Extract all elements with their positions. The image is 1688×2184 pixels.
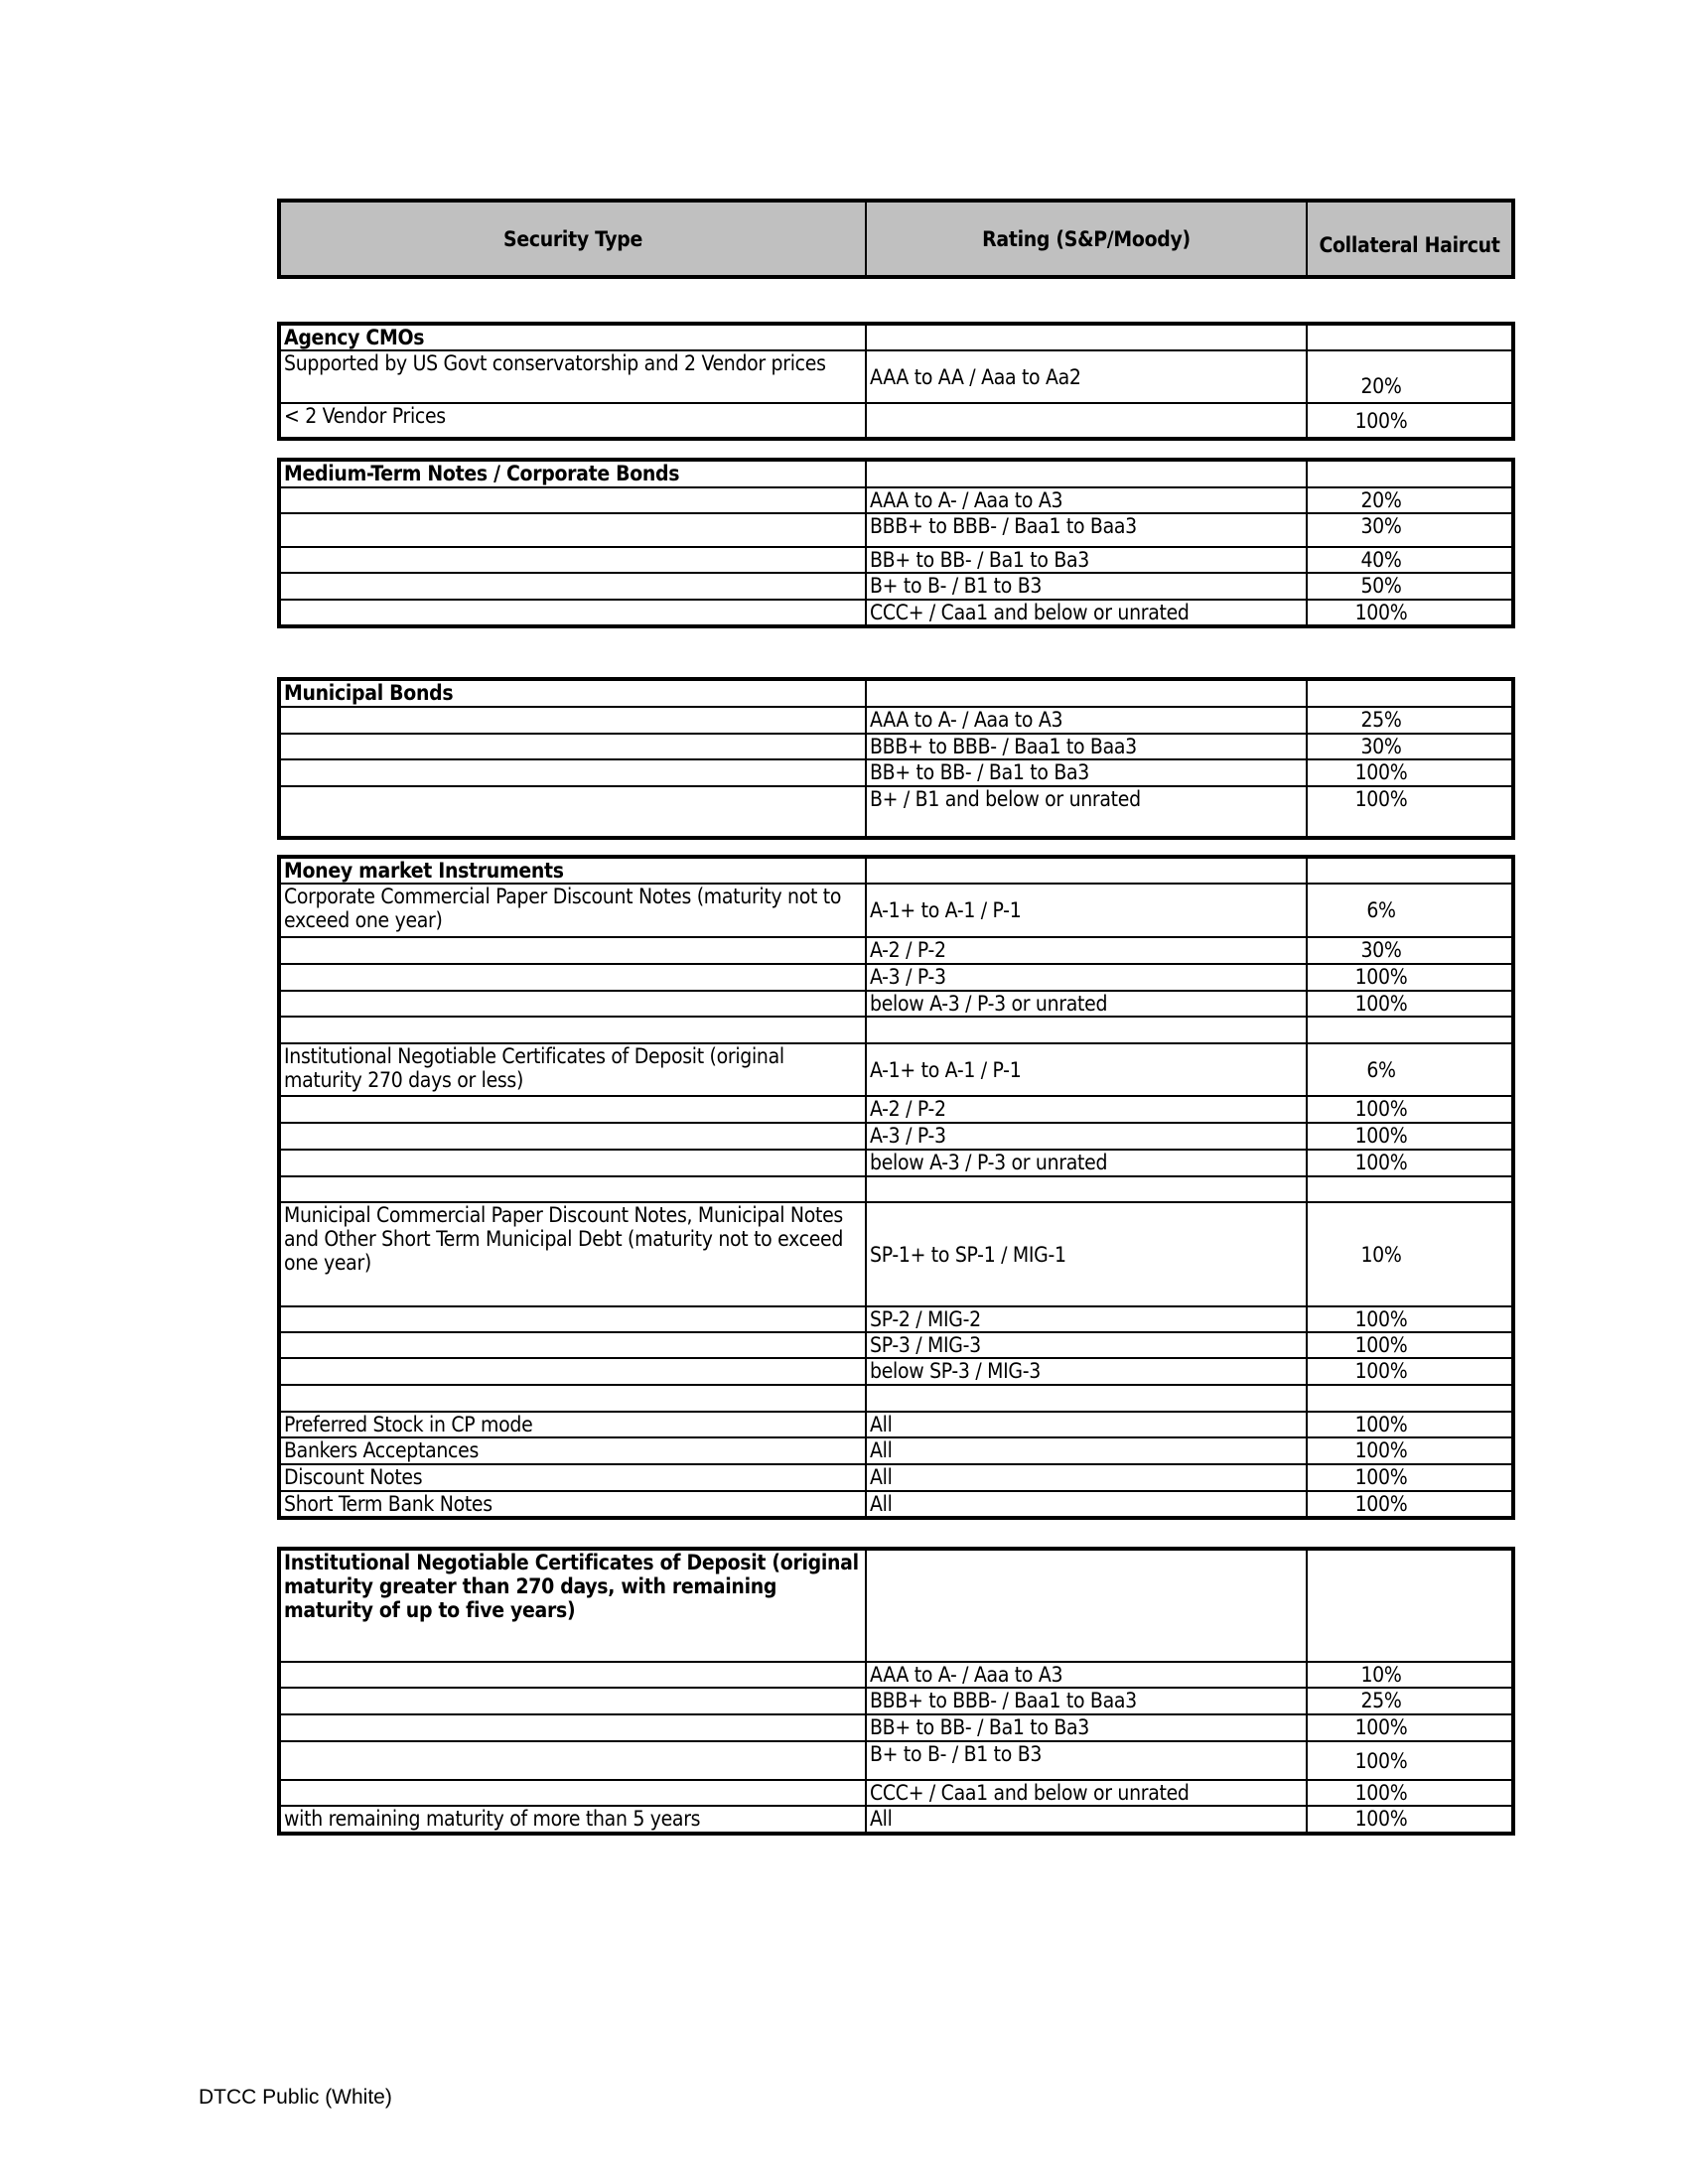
haircut: 100% [1307, 1806, 1513, 1834]
table-row [279, 1123, 1513, 1150]
header-security-type: Security Type [279, 201, 866, 277]
security-type: Institutional Negotiable Certificates of Deposit (original maturity 270 days or less) [279, 1043, 866, 1096]
rating: All [866, 1491, 1307, 1518]
haircut: 100% [1307, 1096, 1513, 1123]
section-title: Municipal Bonds [279, 679, 866, 707]
section-title: Money market Instruments [279, 857, 866, 884]
rating: All [866, 1806, 1307, 1834]
security-type: Short Term Bank Notes [279, 1491, 866, 1518]
rating: B+ to B- / B1 to B3 [866, 573, 1307, 600]
rating: BB+ to BB- / Ba1 to Ba3 [866, 547, 1307, 573]
haircut: 100% [1307, 991, 1513, 1017]
municipal-bonds-table [277, 677, 1515, 840]
haircut: 100% [1307, 1412, 1513, 1437]
haircut: 50% [1307, 573, 1513, 600]
table-row [279, 1780, 1513, 1806]
haircut: 10% [1307, 1202, 1513, 1306]
rating: A-3 / P-3 [866, 1123, 1307, 1150]
rating: CCC+ / Caa1 and below or unrated [866, 1780, 1307, 1806]
rating: BB+ to BB- / Ba1 to Ba3 [866, 759, 1307, 786]
classification-footer: DTCC Public (White) [199, 2086, 392, 2109]
haircut: 25% [1307, 707, 1513, 734]
rating: below A-3 / P-3 or unrated [866, 1150, 1307, 1176]
table-row [279, 1150, 1513, 1176]
section-title: Medium-Term Notes / Corporate Bonds [279, 460, 866, 487]
rating: BBB+ to BBB- / Baa1 to Baa3 [866, 1688, 1307, 1714]
rating: A-2 / P-2 [866, 937, 1307, 964]
table-row [279, 937, 1513, 964]
rating: All [866, 1437, 1307, 1464]
rating: BBB+ to BBB- / Baa1 to Baa3 [866, 513, 1307, 547]
security-type: with remaining maturity of more than 5 years [279, 1806, 866, 1834]
security-type: Preferred Stock in CP mode [279, 1412, 866, 1437]
table-row [279, 573, 1513, 600]
table-row [279, 1358, 1513, 1385]
haircut: 100% [1307, 1332, 1513, 1358]
table-row [279, 1437, 1513, 1464]
table-row [279, 1096, 1513, 1123]
header-collateral-haircut: Collateral Haircut [1307, 201, 1513, 277]
haircut: 30% [1307, 513, 1513, 547]
haircut: 100% [1307, 1358, 1513, 1385]
table-row [279, 1688, 1513, 1714]
table-row [279, 403, 1513, 439]
security-type: Bankers Acceptances [279, 1437, 866, 1464]
haircut: 100% [1307, 1437, 1513, 1464]
table-row [279, 1332, 1513, 1358]
table-row [279, 734, 1513, 759]
agency-cmos-table [277, 322, 1515, 441]
table-row [279, 1741, 1513, 1780]
rating: AAA to AA / Aaa to Aa2 [866, 350, 1307, 403]
rating [866, 403, 1307, 439]
haircut: 100% [1307, 403, 1513, 439]
table-row [279, 547, 1513, 573]
haircut: 20% [1307, 487, 1513, 513]
haircut: 10% [1307, 1662, 1513, 1688]
table-row [279, 1043, 1513, 1096]
table-row [279, 1806, 1513, 1834]
haircut: 100% [1307, 786, 1513, 838]
rating: A-3 / P-3 [866, 964, 1307, 991]
haircut: 25% [1307, 1688, 1513, 1714]
haircut: 100% [1307, 1741, 1513, 1780]
table-row [279, 1464, 1513, 1491]
rating: SP-3 / MIG-3 [866, 1332, 1307, 1358]
haircut: 40% [1307, 547, 1513, 573]
haircut: 30% [1307, 937, 1513, 964]
haircut: 30% [1307, 734, 1513, 759]
rating: SP-2 / MIG-2 [866, 1306, 1307, 1332]
table-row [279, 350, 1513, 403]
rating: A-1+ to A-1 / P-1 [866, 884, 1307, 937]
rating: AAA to A- / Aaa to A3 [866, 1662, 1307, 1688]
table-row [279, 1202, 1513, 1306]
money-market-table [277, 855, 1515, 1520]
haircut: 100% [1307, 964, 1513, 991]
table-row [279, 1412, 1513, 1437]
haircut: 100% [1307, 600, 1513, 626]
haircut: 100% [1307, 1714, 1513, 1741]
header-rating: Rating (S&P/Moody) [866, 201, 1307, 277]
rating: All [866, 1464, 1307, 1491]
rating: AAA to A- / Aaa to A3 [866, 707, 1307, 734]
rating: AAA to A- / Aaa to A3 [866, 487, 1307, 513]
table-row [279, 759, 1513, 786]
security-type: Municipal Commercial Paper Discount Notes, Municipal Notes and Other Short Term Municipal Debt (maturity not to exceed one year) [279, 1202, 866, 1306]
rating: below A-3 / P-3 or unrated [866, 991, 1307, 1017]
rating: BB+ to BB- / Ba1 to Ba3 [866, 1714, 1307, 1741]
section-title: Agency CMOs [279, 324, 866, 350]
security-type: Discount Notes [279, 1464, 866, 1491]
mtn-table [277, 458, 1515, 628]
table-row [279, 1491, 1513, 1518]
haircut: 100% [1307, 1123, 1513, 1150]
security-type: < 2 Vendor Prices [279, 403, 866, 439]
haircut: 6% [1307, 1043, 1513, 1096]
rating: A-1+ to A-1 / P-1 [866, 1043, 1307, 1096]
table-row [279, 884, 1513, 937]
rating: B+ / B1 and below or unrated [866, 786, 1307, 838]
haircut: 100% [1307, 1780, 1513, 1806]
table-row [279, 513, 1513, 547]
rating: A-2 / P-2 [866, 1096, 1307, 1123]
section-title: Institutional Negotiable Certificates of Deposit (original maturity greater than 270 days, with remaining maturity of up to five years) [279, 1549, 866, 1662]
rating: SP-1+ to SP-1 / MIG-1 [866, 1202, 1307, 1306]
haircut: 6% [1307, 884, 1513, 937]
long-cd-table [277, 1547, 1515, 1836]
table-row [279, 487, 1513, 513]
security-type: Supported by US Govt conservatorship and 2 Vendor prices [279, 350, 866, 403]
table-row [279, 1662, 1513, 1688]
rating: below SP-3 / MIG-3 [866, 1358, 1307, 1385]
table-row [279, 600, 1513, 626]
rating: CCC+ / Caa1 and below or unrated [866, 600, 1307, 626]
rating: BBB+ to BBB- / Baa1 to Baa3 [866, 734, 1307, 759]
rating: All [866, 1412, 1307, 1437]
rating: B+ to B- / B1 to B3 [866, 1741, 1307, 1780]
haircut: 100% [1307, 1491, 1513, 1518]
table-row [279, 1306, 1513, 1332]
haircut: 100% [1307, 1306, 1513, 1332]
haircut: 20% [1307, 350, 1513, 403]
haircut: 100% [1307, 759, 1513, 786]
haircut: 100% [1307, 1464, 1513, 1491]
column-header-table [277, 199, 1515, 279]
table-row [279, 1714, 1513, 1741]
security-type: Corporate Commercial Paper Discount Notes (maturity not to exceed one year) [279, 884, 866, 937]
haircut: 100% [1307, 1150, 1513, 1176]
table-row [279, 991, 1513, 1017]
table-row [279, 964, 1513, 991]
table-row [279, 786, 1513, 838]
table-row [279, 707, 1513, 734]
